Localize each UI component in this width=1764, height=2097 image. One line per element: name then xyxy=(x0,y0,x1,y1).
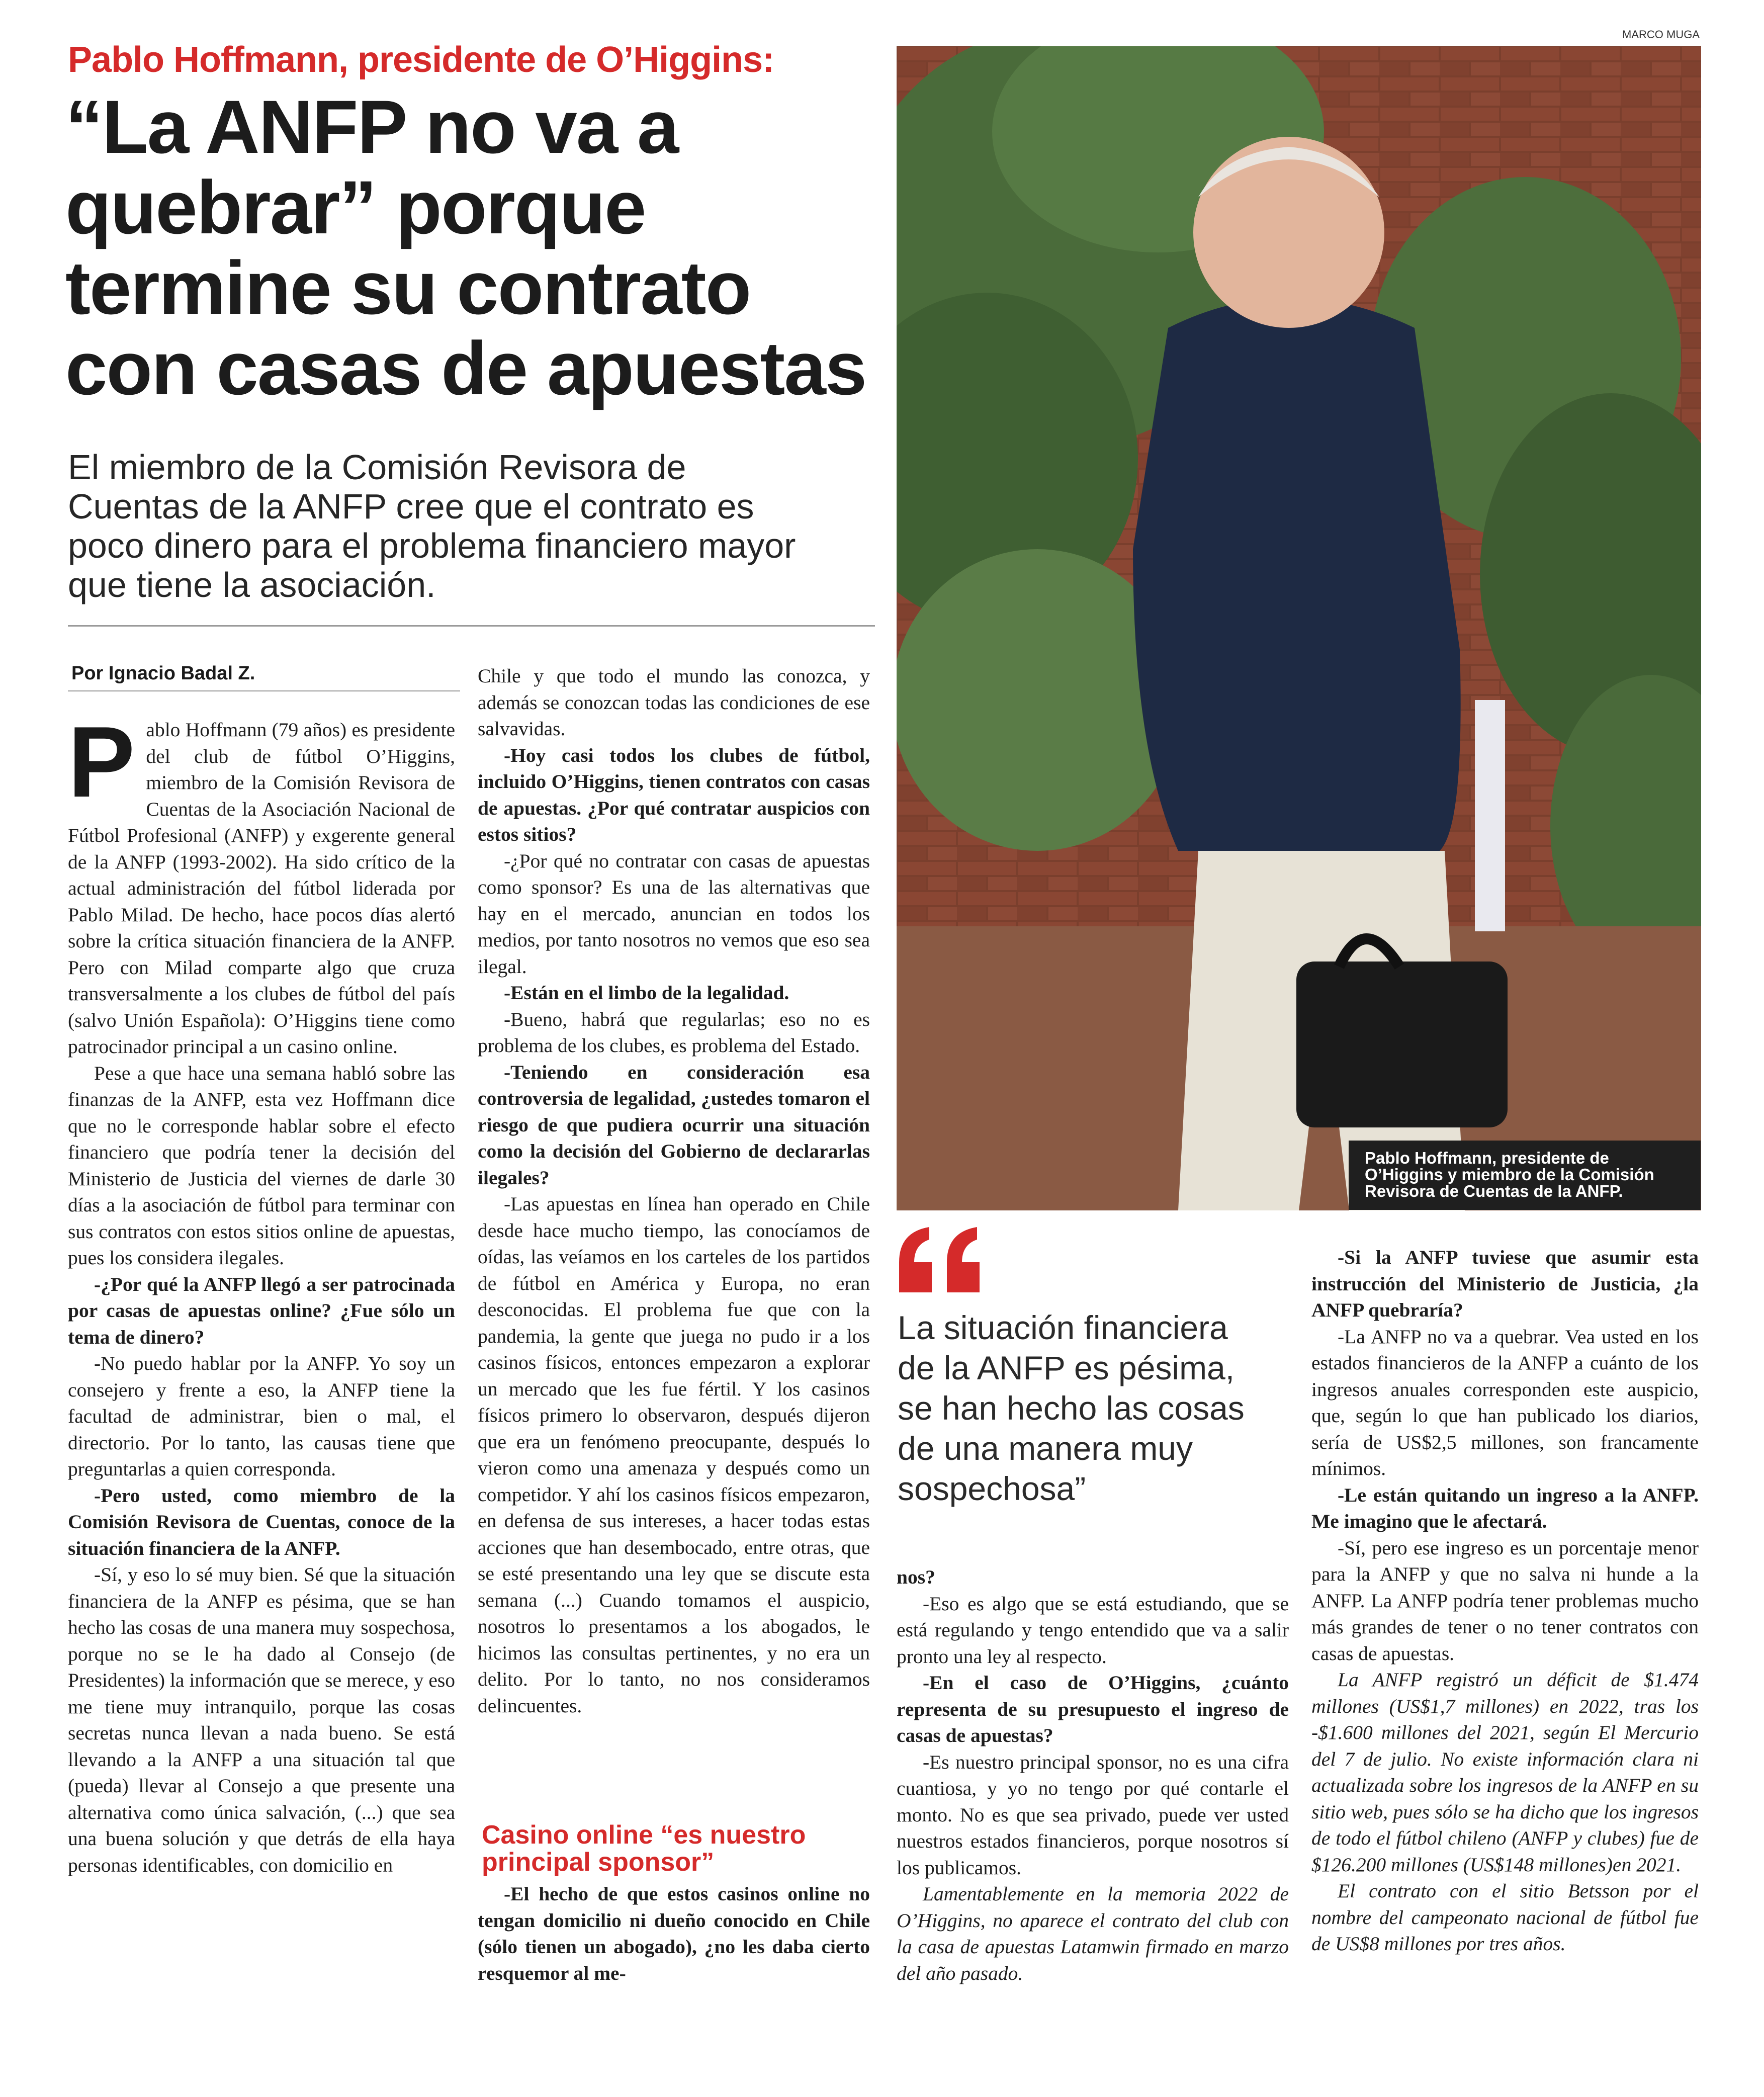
answer: -Sí, pero ese ingreso es un porcentaje menor para la ANFP y que no salva ni hunde a la ANFP. La ANFP podría tener problemas mucho más grandes de tener o no tener contratos con casas de apuestas. xyxy=(1311,1536,1699,1665)
body-paragraph: Pese a que hace una semana habló sobre las finanzas de la ANFP, esta vez Hoffmann dice que no le corresponde hablar sobre el efecto financiero que podría tener la decisión del Ministerio de Justicia del viernes de darle 30 días a la asociación de fútbol para terminar con sus contratos con estos sitios online de apuestas, pues los considera ilegales. xyxy=(68,1062,455,1269)
article-column-3 xyxy=(897,1564,1289,1986)
question: -Hoy casi todos los clubes de fútbol, incluido O’Higgins, tienen contratos con casas de apuestas. ¿Por qué contratar auspicios con estos sitios? xyxy=(478,744,870,845)
answer: -Bueno, habrá que regularlas; eso no es problema de los clubes, es problema del Estado. xyxy=(478,1008,870,1057)
headline-line: con casas de apuestas xyxy=(65,326,866,410)
quote-mark-icon xyxy=(894,1222,995,1297)
answer: -Eso es algo que se está estudiando, que se está regulando y tengo entendido que va a salir pronto una ley al respecto. xyxy=(897,1592,1289,1668)
deck-line: Cuentas de la ANFP cree que el contrato es xyxy=(68,487,754,526)
answer: -Sí, y eso lo sé muy bien. Sé que la situación financiera de la ANFP es pésima, que se han hecho las cosas de una manera muy sospechosa, porque no se le ha dado al Consejo (de Presidentes) la información que se merece, y eso me tiene muy intranquilo, porque las cosas secretas nunca llevan a nada bueno. Se está llevando a la ANFP a una situación tal que (pueda) llevar al Consejo a que presente una alternativa como única salvación, (...) que sea una buena solución y que detrás de ella haya personas identificables, con domicilio en xyxy=(68,1563,455,1876)
answer: -Las apuestas en línea han operado en Chile desde hace mucho tiempo, las conocíamos de oídas, las veíamos en los carteles de los partidos de fútbol en América y Europa, no eran desconocidas. El problema fue que con la pandemia, la gente que juega no pudo ir a los casinos físicos, entonces empezaron a explorar un mercado que les fue fértil. Y los casinos físicos primero lo observaron, después dijeron que era un fenómeno preocupante, después lo vieron como una amenaza y después como un competidor. Y ahí los casinos físicos empezaron, en defensa de sus intereses, a hacer todas estas acciones que han desembocado, entre otras, que se esté presentando una ley que se discute esta semana (...) Cuando tomamos el auspicio, nosotros lo presentamos a los abogados, le hicimos las consultas pertinentes, y no era un delito. Por lo tanto, no nos consideramos delincuentes. xyxy=(478,1193,870,1717)
body-paragraph: Chile y que todo el mundo las conozca, y además se conozcan todas las condiciones de ese salvavidas. xyxy=(478,665,870,740)
lead-paragraph: Pablo Hoffmann (79 años) es presidente del club de fútbol O’Higgins, miembro de la Comisión Revisora de Cuentas de la Asociación Nacional de Fútbol Profesional (ANFP) y exgerente general de la ANFP (1993-2002). Ha sido crítico de la actual administración del fútbol liderada por Pablo Milad. De hecho, hace pocos días alertó sobre la crítica situación financiera de la ANFP. Pero con Milad comparte algo que cruza transversalmente a los clubes de fútbol del país (salvo Unión Española): O’Higgins tiene como patrocinador principal a un casino online. xyxy=(68,706,455,1058)
deck-line: poco dinero para el problema financiero mayor xyxy=(68,526,796,565)
photo-credit: MARCO MUGA xyxy=(1622,28,1700,41)
answer: -Es nuestro principal sponsor, no es una cifra cuantiosa, y yo no tengo por qué contarle el monto. No es que sea privado, puede ver usted nuestros estados financieros, porque nosotros sí los publicamos. xyxy=(897,1751,1289,1879)
editor-note: La ANFP registró un déficit de $1.474 millones (US$1,7 millones) en 2022, tras los -$1.600 millones del 2021, según El Mercurio del 7 de julio. No existe información clara ni actualizada sobre los ingresos de la ANFP en su sitio web, pues sólo se ha dicho que los ingresos de todo el fútbol chileno (ANFP y clubes) fue de $126.200 millones (US$148 millones)en 2021. xyxy=(1311,1669,1699,1876)
answer: -No puedo hablar por la ANFP. Yo soy un consejero y frente a eso, la ANFP tiene la facultad de administrar, bien o mal, el directorio. Por lo tanto, las causas tiene que preguntarlas a quien corresponda. xyxy=(68,1352,455,1480)
question: -¿Por qué la ANFP llegó a ser patrocinada por casas de apuestas online? ¿Fue sólo un tema de dinero? xyxy=(68,1273,455,1348)
headline-line: quebrar” porque xyxy=(65,165,646,249)
article-column-4 xyxy=(1311,1244,1699,1957)
article-headline xyxy=(65,86,880,408)
article-column-2-bottom xyxy=(478,1881,870,1986)
deck-line: El miembro de la Comisión Revisora de xyxy=(68,448,686,487)
article-column-1 xyxy=(68,706,455,1878)
section-subhead: Casino online “es nuestro principal sponsor” xyxy=(482,1820,806,1877)
article-deck xyxy=(68,448,877,604)
question: -Le están quitando un ingreso a la ANFP. Me imagino que le afectará. xyxy=(1311,1483,1699,1532)
photo-caption xyxy=(1349,1141,1701,1210)
caption-text: Pablo Hoffmann, presidente de O’Higgins y miembro de la Comisión Revisora de Cuentas de la ANFP. xyxy=(1365,1149,1654,1200)
deck-divider xyxy=(68,625,875,627)
pull-quote xyxy=(898,1307,1300,1509)
portrait-photo xyxy=(897,46,1701,1210)
pull-quote-line: se han hecho las cosas xyxy=(898,1389,1245,1427)
question: -Pero usted, como miembro de la Comisión Revisora de Cuentas, conoce de la situación financiera de la ANFP. xyxy=(68,1484,455,1559)
question: -Teniendo en consideración esa controversia de legalidad, ¿ustedes tomaron el riesgo de que pudiera ocurrir una situación como la decisión del Gobierno de declararlas ilegales? xyxy=(478,1061,870,1189)
question: -En el caso de O’Higgins, ¿cuánto representa de su presupuesto el ingreso de casas de apuestas? xyxy=(897,1672,1289,1746)
editor-note: El contrato con el sitio Betsson por el nombre del campeonato nacional de fútbol fue de US$8 millones por tres años. xyxy=(1311,1880,1699,1955)
drop-cap: P xyxy=(68,706,135,818)
headline-line: “La ANFP no va a xyxy=(65,84,678,169)
photo-illustration xyxy=(897,46,1701,1210)
headline-line: termine su contrato xyxy=(65,245,751,330)
pull-quote-line: de una manera muy xyxy=(898,1430,1193,1467)
byline: Por Ignacio Badal Z. xyxy=(71,663,255,684)
question: -Si la ANFP tuviese que asumir esta instrucción del Ministerio de Justicia, ¿la ANFP quebraría? xyxy=(1311,1246,1699,1321)
question-continued: nos? xyxy=(897,1566,935,1588)
answer: -La ANFP no va a quebrar. Vea usted en los estados financieros de la ANFP a cuánto de los ingresos anuales corresponden este auspicio, que, según lo que han publicado los diarios, sería de US$2,5 millones, son francamente mínimos. xyxy=(1311,1325,1699,1479)
deck-line: que tiene la asociación. xyxy=(68,565,436,604)
editor-note: Lamentablemente en la memoria 2022 de O’Higgins, no aparece el contrato del club con la casa de apuestas Latamwin firmado en marzo del año pasado. xyxy=(897,1883,1289,1984)
pull-quote-line: de la ANFP es pésima, xyxy=(898,1349,1235,1386)
answer: -¿Por qué no contratar con casas de apuestas como sponsor? Es una de las alternativas que hay en el mercado, anuncian en todos los medios, por tanto nosotros no vemos que eso sea ilegal. xyxy=(478,849,870,978)
question: -Están en el limbo de la legalidad. xyxy=(504,982,789,1004)
article-kicker: Pablo Hoffmann, presidente de O’Higgins: xyxy=(68,40,774,80)
question: -El hecho de que estos casinos online no tengan domicilio ni dueño conocido en Chile (sólo tienen un abogado), ¿no les daba cierto resquemor al me- xyxy=(478,1883,870,1984)
pull-quote-line: La situación financiera xyxy=(898,1309,1228,1346)
byline-divider xyxy=(68,690,460,691)
pull-quote-line: sospechosa” xyxy=(898,1470,1086,1507)
article-column-2 xyxy=(478,663,870,1719)
